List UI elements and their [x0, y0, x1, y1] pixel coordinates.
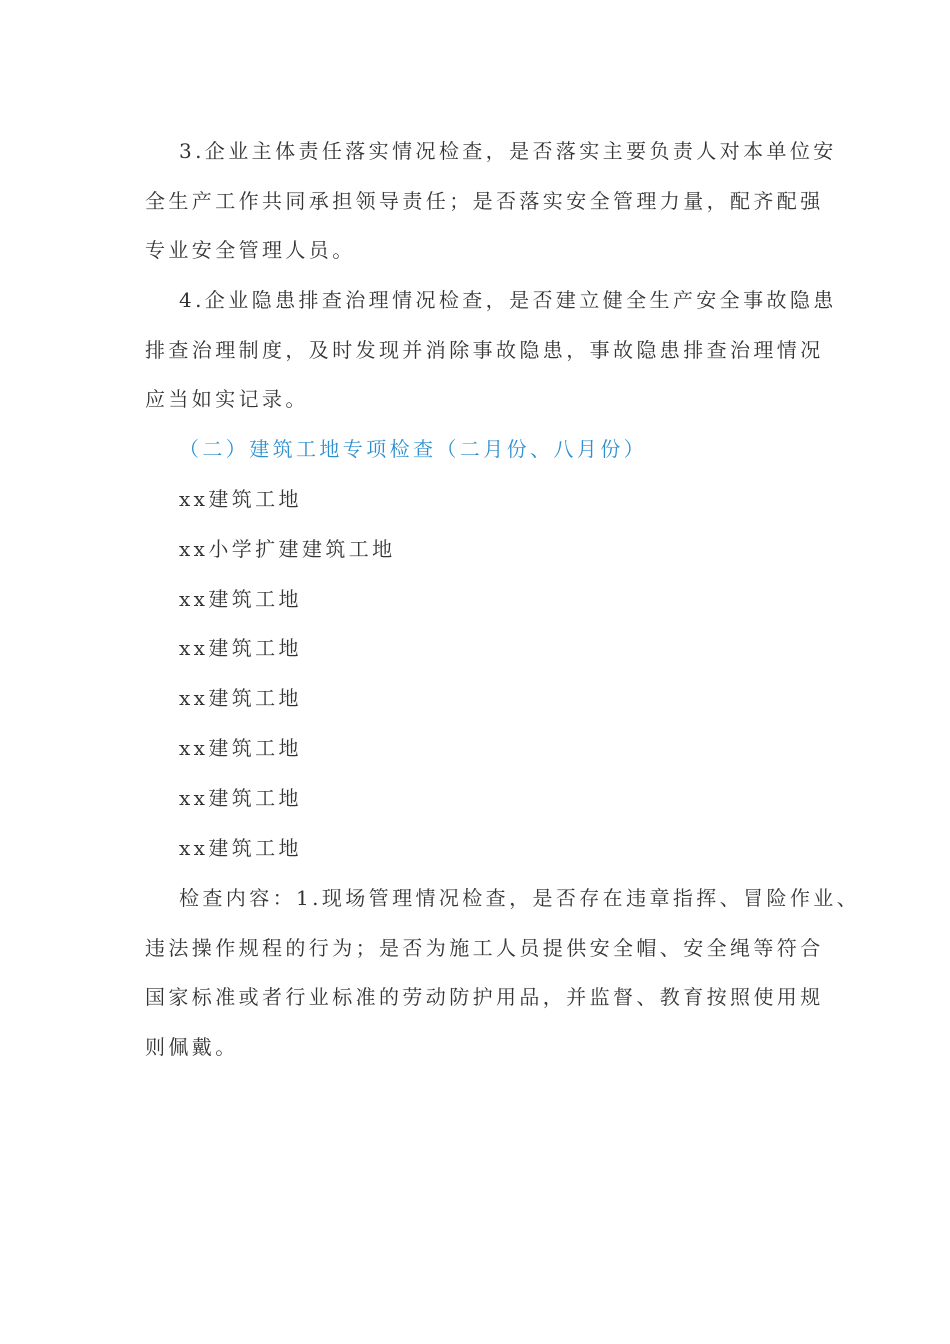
list-item: xx建筑工地 — [179, 735, 302, 760]
list-item: xx建筑工地 — [179, 835, 302, 860]
paragraph-line: 3.企业主体责任落实情况检查，是否落实主要负责人对本单位安 — [179, 139, 837, 163]
list-item: xx建筑工地 — [179, 586, 302, 611]
list-item: xx建筑工地 — [179, 487, 302, 511]
section-heading: （二）建筑工地专项检查（二月份、八月份） — [179, 437, 647, 461]
site-list — [179, 475, 396, 873]
paragraph-line: 违法操作规程的行为；是否为施工人员提供安全帽、安全绳等符合 — [145, 935, 824, 960]
paragraph-line: 则佩戴。 — [145, 1034, 239, 1059]
list-item: xx小学扩建建筑工地 — [179, 536, 396, 561]
paragraph-line: 专业安全管理人员。 — [145, 238, 356, 262]
paragraph-line: 排查治理制度，及时发现并消除事故隐患，事故隐患排查治理情况 — [145, 337, 824, 362]
paragraph-line: 国家标准或者行业标准的劳动防护用品，并监督、教育按照使用规 — [145, 985, 824, 1009]
list-item: xx建筑工地 — [179, 785, 302, 810]
paragraph-item-4 — [145, 276, 837, 425]
paragraph-line: 4.企业隐患排查治理情况检查，是否建立健全生产安全事故隐患 — [179, 288, 837, 312]
paragraph-inspection-content — [145, 874, 860, 1072]
list-item: xx建筑工地 — [179, 686, 302, 711]
list-item: xx建筑工地 — [179, 636, 302, 661]
paragraph-line: 全生产工作共同承担领导责任；是否落实安全管理力量，配齐配强 — [145, 188, 824, 213]
paragraph-line: 应当如实记录。 — [145, 387, 309, 411]
paragraph-item-3 — [145, 127, 837, 276]
paragraph-line: 检查内容：1.现场管理情况检查，是否存在违章指挥、冒险作业、 — [179, 886, 861, 910]
